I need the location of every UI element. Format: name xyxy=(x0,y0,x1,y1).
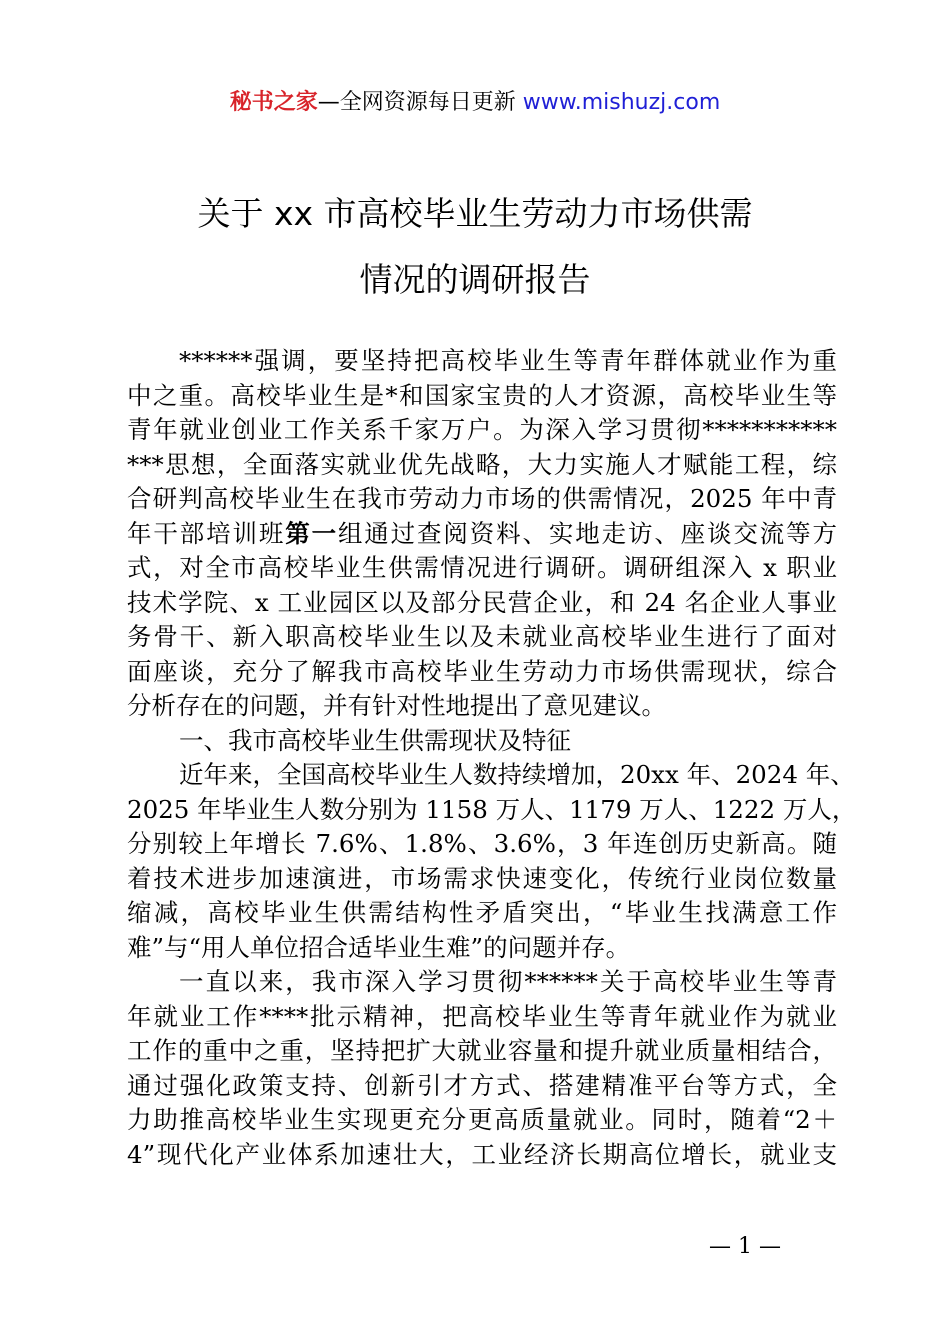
section-heading: 一、我市高校毕业生供需现状及特征 xyxy=(179,725,571,755)
header-slogan: —全网资源每日更新 xyxy=(317,90,523,115)
body-line: ***思想，全面落实就业优先战略，大力实施人才赋能工程，综 xyxy=(127,449,837,479)
body-line: 分析存在的问题，并有针对性地提出了意见建议。 xyxy=(127,691,666,720)
body-line: 工作的重中之重，坚持把扩大就业容量和提升就业质量相结合， xyxy=(127,1036,837,1065)
body-line: 务骨干、新入职高校毕业生以及未就业高校毕业生进行了面对 xyxy=(127,622,837,651)
body-line: 技术学院、x 工业园区以及部分民营企业，和 24 名企业人事业 xyxy=(127,587,837,617)
body-line-segment: 组通过查阅资料、实地走访、座谈交流等方 xyxy=(337,518,838,548)
body-line: 缩减，高校毕业生供需结构性矛盾突出，“毕业生找满意工作 xyxy=(127,898,837,927)
body-line: 合研判高校毕业生在我市劳动力市场的供需情况，2025 年中青 xyxy=(127,484,837,513)
document-title-line-2: 情况的调研报告 xyxy=(359,260,591,299)
body-line-segment: 年干部培训班 xyxy=(127,518,286,548)
body-line: 2025 年毕业生人数分别为 1158 万人、1179 万人、1222 万人， xyxy=(127,794,857,824)
body-line: 青年就业创业工作关系千家万户。为深入学习贯彻*********** xyxy=(127,415,837,444)
body-line: 一直以来，我市深入学习贯彻******关于高校毕业生等青 xyxy=(179,967,837,996)
body-line: ******强调，要坚持把高校毕业生等青年群体就业作为重 xyxy=(179,346,837,375)
brand-name: 秘书之家 xyxy=(229,90,318,115)
body-text xyxy=(127,344,857,1172)
body-line: 通过强化政策支持、创新引才方式、搭建精准平台等方式，全 xyxy=(127,1070,837,1100)
body-line: 式，对全市高校毕业生供需情况进行调研。调研组深入 x 职业 xyxy=(127,553,837,582)
bold-group-number: 第一 xyxy=(285,518,338,548)
body-line: 4”现代化产业体系加速壮大，工业经济长期高位增长，就业支 xyxy=(127,1139,837,1169)
body-line: 力助推高校毕业生实现更充分更高质量就业。同时，随着“2＋ xyxy=(127,1105,837,1134)
body-line: 近年来，全国高校毕业生人数持续增加，20xx 年、2024 年、 xyxy=(179,760,855,789)
site-header xyxy=(0,86,950,120)
body-line: 难”与“用人单位招合适毕业生难”的问题并存。 xyxy=(127,932,631,962)
body-line: 着技术进步加速演进，市场需求快速变化，传统行业岗位数量 xyxy=(127,863,837,893)
body-line: 分别较上年增长 7.6%、1.8%、3.6%，3 年连创历史新高。随 xyxy=(127,829,837,858)
site-url-link[interactable]: www.mishuzj.com xyxy=(522,90,721,115)
body-line: 年就业工作****批示精神，把高校毕业生等青年就业作为就业 xyxy=(127,1001,837,1031)
body-line: 中之重。高校毕业生是*和国家宝贵的人才资源，高校毕业生等 xyxy=(127,380,837,410)
body-line xyxy=(127,517,837,552)
page-number: — 1 — xyxy=(709,1234,781,1259)
body-line: 面座谈，充分了解我市高校毕业生劳动力市场供需现状，综合 xyxy=(127,656,837,686)
document-title-line-1: 关于 xx 市高校毕业生劳动力市场供需 xyxy=(197,194,753,233)
